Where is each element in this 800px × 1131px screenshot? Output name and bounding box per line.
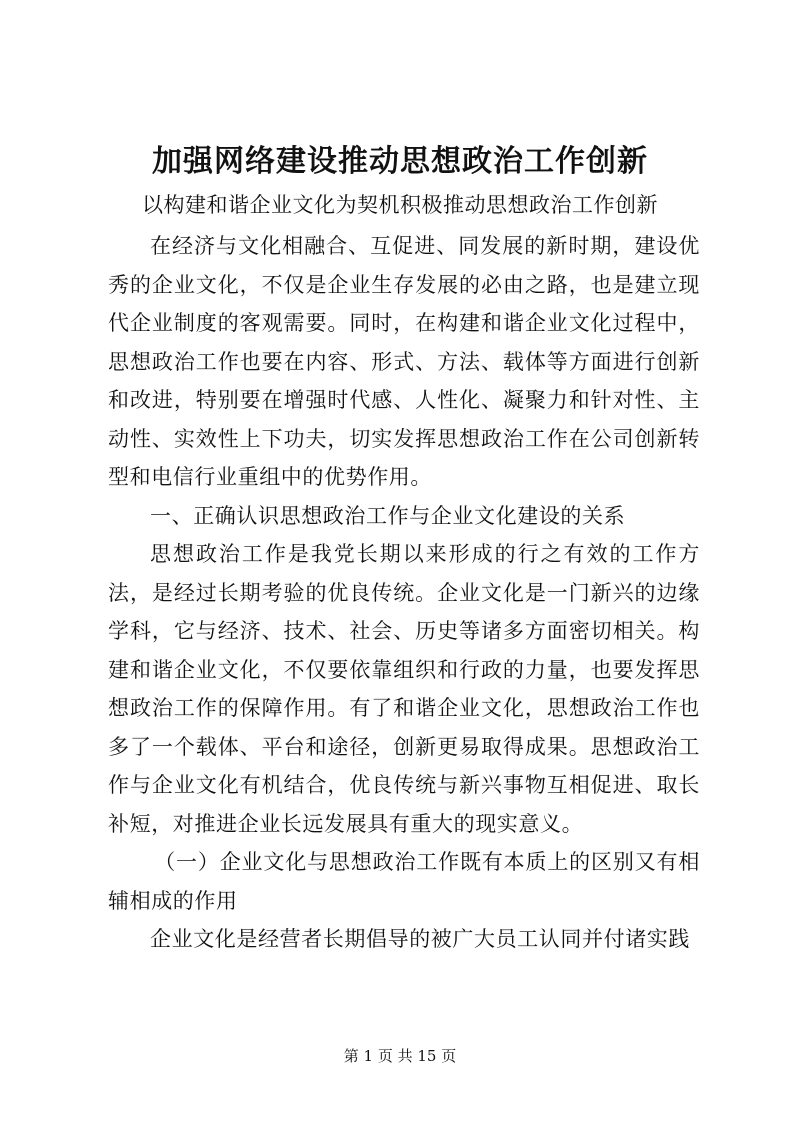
paragraph-subsection-1: 企业文化是经营者长期倡导的被广大员工认同并付诸实践: [150, 927, 690, 951]
section-heading-1: 一、正确认识思想政治工作与企业文化建设的关系: [150, 503, 626, 528]
document-title: 加强网络建设推动思想政治工作创新: [152, 144, 648, 179]
document-body: [108, 227, 700, 959]
page-footer: 第 1 页 共 15 页: [343, 1047, 457, 1065]
paragraph-intro: 在经济与文化相融合、互促进、同发展的新时期，建设优秀的企业文化，不仅是企业生存发展的必由之路，也是建立现代企业制度的客观需要。同时，在构建和谐企业文化过程中，思想政治工作也要在内容、形式、方法、载体等方面进行创新和改进，特别要在增强时代感、人性化、凝聚力和针对性、主动性、实效性上下功夫，切实发挥思想政治工作在公司创新转型和电信行业重组中的优势作用。: [108, 234, 700, 489]
document-subtitle: 以构建和谐企业文化为契机积极推动思想政治工作创新: [142, 193, 658, 217]
paragraph-section-1: 思想政治工作是我党长期以来形成的行之有效的工作方法，是经过长期考验的优良传统。企业文化是一门新兴的边缘学科，它与经济、技术、社会、历史等诸多方面密切相关。构建和谐企业文化，不仅要依靠组织和行政的力量，也要发挥思想政治工作的保障作用。有了和谐企业文化，思想政治工作也多了一个载体、平台和途径，创新更易取得成果。思想政治工作与企业文化有机结合，优良传统与新兴事物互相促进、取长补短，对推进企业长远发展具有重大的现实意义。: [108, 542, 700, 836]
subsection-heading-1: （一）企业文化与思想政治工作既有本质上的区别又有相辅相成的作用: [108, 850, 700, 913]
